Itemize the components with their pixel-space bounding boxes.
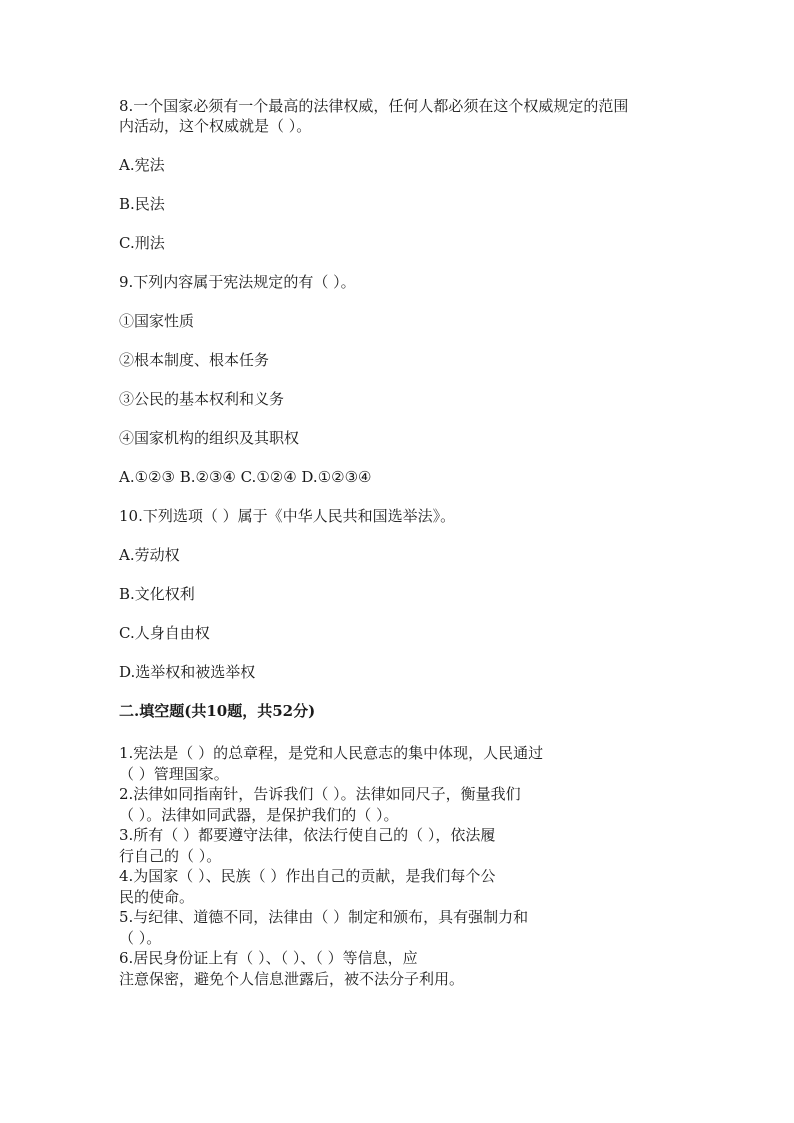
fill-item-4 xyxy=(119,866,679,907)
fill-item-6 xyxy=(119,948,679,989)
fill-item-1-line-2: （ ）管理国家。 xyxy=(119,764,229,783)
question-8-option-c: C.刑法 xyxy=(119,234,165,252)
fill-item-6-line-1: 6.居民身份证上有（ ）、（ ）、（ ）等信息，应 xyxy=(119,949,418,967)
question-10-option-b: B.文化权利 xyxy=(119,585,195,603)
fill-item-2 xyxy=(119,784,679,825)
fill-item-3-line-1: 3.所有（ ）都要遵守法律，依法行使自己的（ ），依法履 xyxy=(119,826,496,844)
fill-item-3-line-2: 行自己的（ ）。 xyxy=(119,846,222,865)
question-8-text-line-2: 内活动，这个权威就是（ ）。 xyxy=(119,117,312,135)
fill-item-2-line-1: 2.法律如同指南针，告诉我们（ ）。法律如同尺子，衡量我们 xyxy=(119,785,521,803)
question-8-text-line-1: 8.一个国家必须有一个最高的法律权威，任何人都必须在这个权威规定的范围 xyxy=(119,97,629,115)
fill-item-3 xyxy=(119,825,679,866)
fill-item-1 xyxy=(119,743,679,784)
fill-item-5 xyxy=(119,907,679,948)
question-9-item-1: ①国家性质 xyxy=(119,312,195,330)
question-9-item-3: ③公民的基本权利和义务 xyxy=(119,390,285,408)
section-2-title: 二.填空题(共10题，共52分) xyxy=(119,702,316,720)
worksheet-page xyxy=(119,96,679,989)
question-8-option-b: B.民法 xyxy=(119,195,165,213)
fill-item-4-line-2: 民的使命。 xyxy=(119,887,195,906)
question-8 xyxy=(119,96,679,136)
question-10-text: 10.下列选项（ ）属于《中华人民共和国选举法》。 xyxy=(119,507,456,525)
fill-item-5-line-1: 5.与纪律、道德不同，法律由（ ）制定和颁布，具有强制力和 xyxy=(119,908,529,926)
question-8-option-a: A.宪法 xyxy=(119,156,165,174)
question-10-option-a: A.劳动权 xyxy=(119,546,180,564)
fill-item-1-line-1: 1.宪法是（ ）的总章程，是党和人民意志的集中体现，人民通过 xyxy=(119,744,544,762)
question-10-option-c: C.人身自由权 xyxy=(119,624,210,642)
fill-item-6-line-2: 注意保密，避免个人信息泄露后，被不法分子利用。 xyxy=(119,969,465,988)
question-9-text: 9.下列内容属于宪法规定的有（ ）。 xyxy=(119,273,356,291)
question-9-item-2: ②根本制度、根本任务 xyxy=(119,351,270,369)
fill-item-5-line-2: （ ）。 xyxy=(119,928,162,947)
fill-item-2-line-2: （ ）。法律如同武器，是保护我们的（ ）。 xyxy=(119,805,399,824)
question-9-item-4: ④国家机构的组织及其职权 xyxy=(119,429,300,447)
question-10-option-d: D.选举权和被选举权 xyxy=(119,663,256,681)
question-9-choices: A.①②③ B.②③④ C.①②④ D.①②③④ xyxy=(119,468,372,486)
fill-item-4-line-1: 4.为国家（ ）、民族（ ）作出自己的贡献，是我们每个公 xyxy=(119,867,496,885)
